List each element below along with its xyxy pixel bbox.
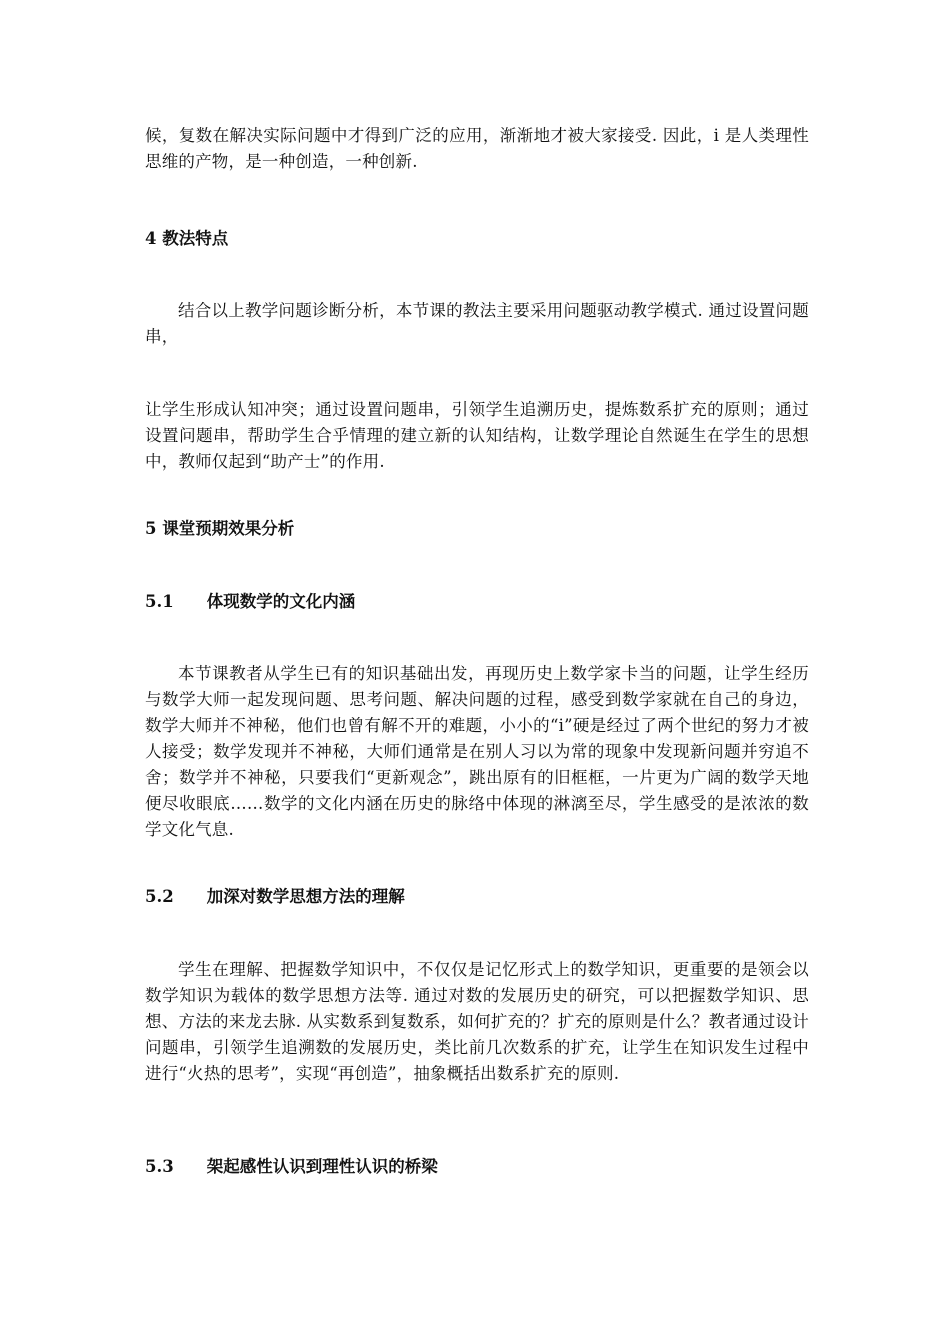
subsection-number: 5.3 [145,1157,174,1176]
section-number: 4 [145,229,157,248]
paragraph-math-thinking-methods: 学生在理解、把握数学知识中，不仅仅是记忆形式上的数学知识，更重要的是领会以数学知识为载体的数学思想方法等. 通过对数的发展历史的研究，可以把握数学知识、思想、方法的来龙去脉. 从实数系到复数系，如何扩充的？扩充的原则是什么？教者通过设计问题串，引领学生追溯数的发展历史，类比前几次数系的扩充，让学生在知识发生过程中进行“火热的思考”，实现“再创造”，抽象概括出数系扩充的原则. [145,960,809,1083]
paragraph-math-culture: 本节课教者从学生已有的知识基础出发，再现历史上数学家卡当的问题，让学生经历与数学大师一起发现问题、思考问题、解决问题的过程，感受到数学家就在自己的身边，数学大师并不神秘，他们也曾有解不开的难题，小小的“i”硬是经过了两个世纪的努力才被人接受；数学发现并不神秘，大师们通常是在别人习以为常的现象中发现新问题并穷追不舍；数学并不神秘，只要我们“更新观念”，跳出原有的旧框框，一片更为广阔的数学天地便尽收眼底……数学的文化内涵在历史的脉络中体现的淋漓至尽，学生感受的是浓浓的数学文化气息. [145,664,809,839]
section-title: 课堂预期效果分析 [162,519,295,538]
paragraph-complex-number-acceptance: 候，复数在解决实际问题中才得到广泛的应用，渐渐地才被大家接受. 因此，i 是人类理性思维的产物，是一种创造，一种创新. [145,126,809,171]
subsection-heading-5-3 [145,1154,438,1180]
subsection-heading-5-2 [145,884,405,910]
subsection-heading-5-1 [145,589,355,615]
subsection-title: 加深对数学思想方法的理解 [206,887,405,906]
paragraph-problem-chain: 让学生形成认知冲突；通过设置问题串，引领学生追溯历史，提炼数系扩充的原则；通过设置问题串，帮助学生合乎情理的建立新的认知结构，让数学理论自然诞生在学生的思想中，教师仅起到“助产士”的作用. [145,400,809,471]
subsection-title: 体现数学的文化内涵 [206,592,356,611]
section-heading-4 [145,226,228,252]
section-heading-5 [145,516,294,542]
subsection-title: 架起感性认识到理性认识的桥梁 [206,1157,438,1176]
subsection-number: 5.1 [145,592,174,611]
subsection-number: 5.2 [145,887,174,906]
section-number: 5 [145,519,157,538]
paragraph-teaching-method: 结合以上教学问题诊断分析，本节课的教法主要采用问题驱动教学模式. 通过设置问题串， [145,301,809,346]
section-title: 教法特点 [162,229,229,248]
